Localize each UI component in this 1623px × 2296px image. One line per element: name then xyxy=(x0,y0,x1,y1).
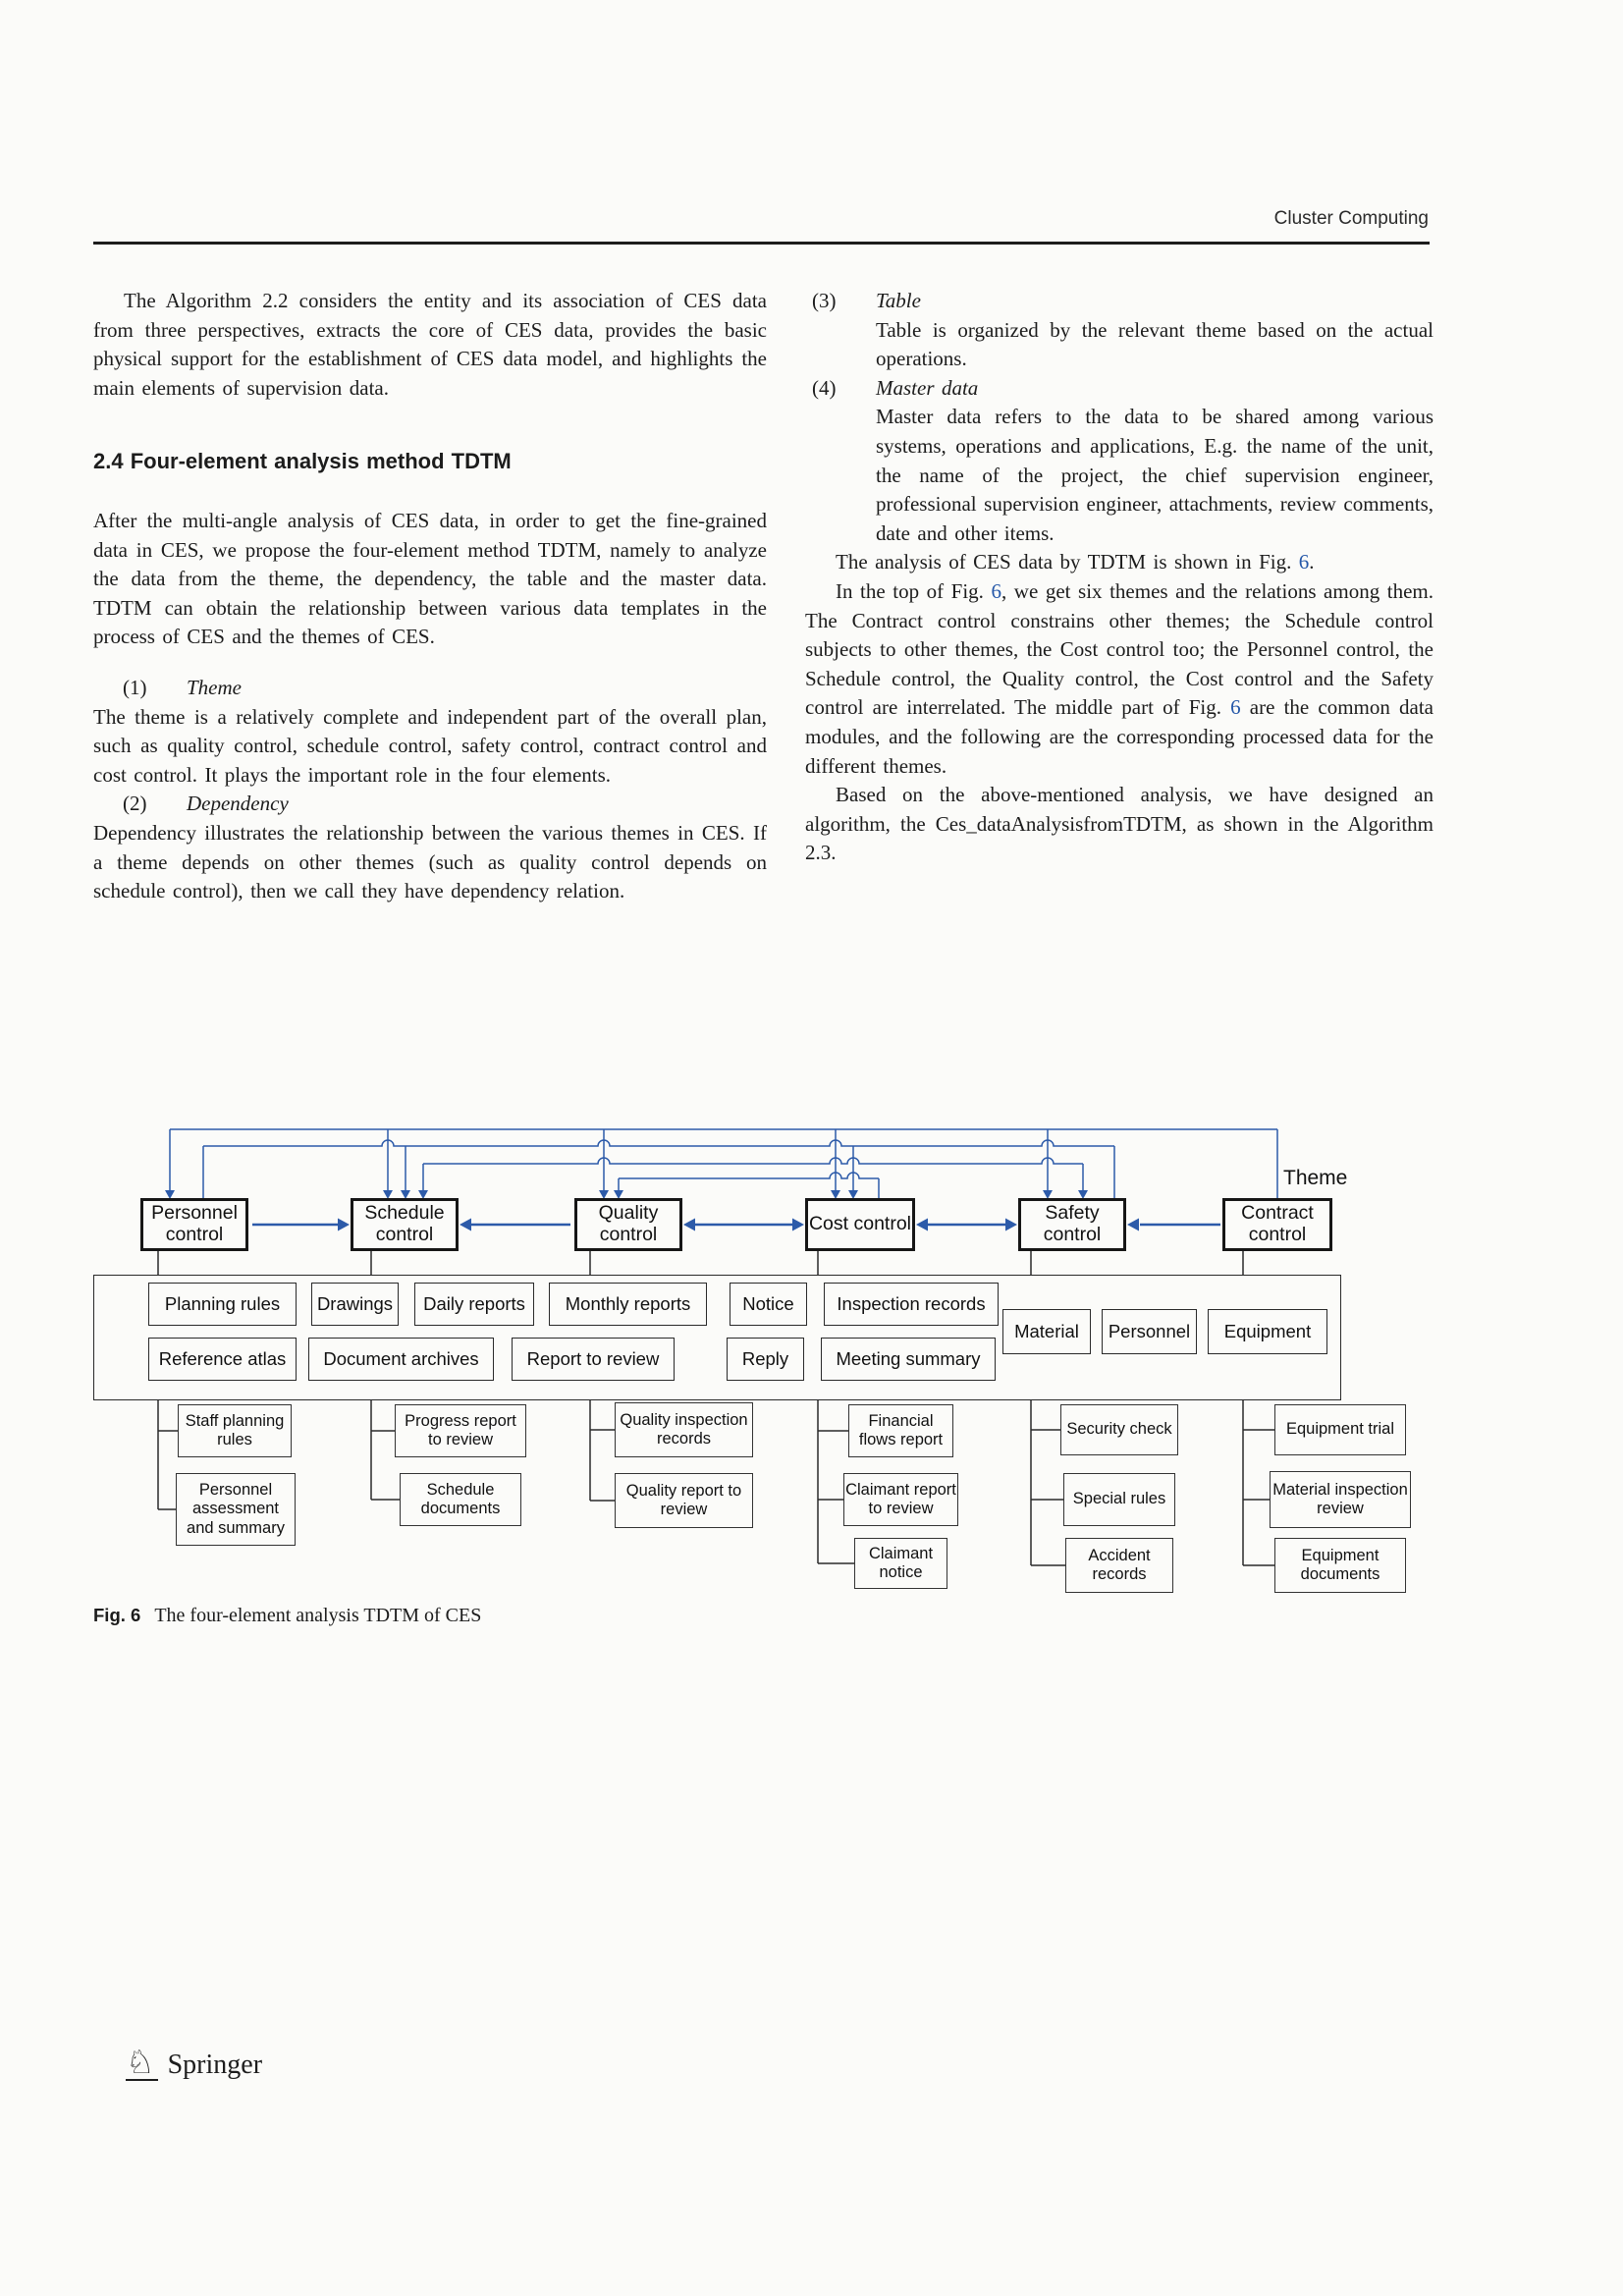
springer-knight-icon: ♘ xyxy=(126,2049,158,2081)
list-item xyxy=(805,287,1434,316)
list-item xyxy=(93,674,767,703)
leaf-box-staff-planning-rules: Staff planning rules xyxy=(178,1404,292,1457)
theme-box-personnel-control: Personnel control xyxy=(140,1198,248,1251)
publisher-name: Springer xyxy=(167,2050,263,2080)
module-box-daily-reports: Daily reports xyxy=(414,1283,534,1326)
module-box-equipment: Equipment xyxy=(1208,1309,1327,1354)
figure-caption-text: The four-element analysis TDTM of CES xyxy=(154,1605,482,1626)
leaf-box-quality-inspection-records: Quality inspection records xyxy=(615,1402,753,1457)
leaf-box-accident-records: Accident records xyxy=(1065,1538,1173,1593)
leaf-box-security-check: Security check xyxy=(1060,1404,1178,1455)
left-column xyxy=(93,287,767,906)
list-item-term: Table xyxy=(876,289,921,312)
paragraph: The Algorithm 2.2 considers the entity and its association of CES data from three perspectives, extracts the core of CES data, provides the basic physical support for the establishment of CES data model, and highlights the main elements of supervision data. xyxy=(93,289,767,400)
list-item-term: Theme xyxy=(187,675,242,699)
list-item-number: (4) xyxy=(812,375,837,400)
module-box-material: Material xyxy=(1002,1309,1091,1354)
leaf-box-financial-flows-report: Financial flows report xyxy=(848,1404,953,1457)
right-column xyxy=(805,287,1434,868)
list-item-description: Table is organized by the relevant theme based on the actual operations. xyxy=(876,317,1434,371)
list-item-description: Master data refers to the data to be shared among various systems, operations and applications, E.g. the name of the unit, the name of the project, the chief supervision engineer, professional supervision engineer, attachments, review comments, date and other items. xyxy=(876,405,1434,545)
module-box-drawings: Drawings xyxy=(311,1283,399,1326)
list-item-term: Dependency xyxy=(187,792,289,816)
paragraph: Based on the above-mentioned analysis, we have designed an algorithm, the Ces_dataAnalysisfromTDTM, as shown in the Algorithm 2.3. xyxy=(805,783,1434,865)
module-box-monthly-reports: Monthly reports xyxy=(549,1283,707,1326)
theme-box-safety-control: Safety control xyxy=(1018,1198,1126,1251)
section-heading: 2.4 Four-element analysis method TDTM xyxy=(93,449,512,474)
module-box-report-to-review: Report to review xyxy=(512,1338,675,1381)
list-item-description: Dependency illustrates the relationship between the various themes in CES. If a theme depends on other themes (such as quality control depends on schedule control), then we call they have dependency relation. xyxy=(93,820,767,903)
module-box-reference-atlas: Reference atlas xyxy=(148,1338,297,1381)
leaf-box-personnel-assessment: Personnel assessment and summary xyxy=(176,1473,296,1546)
module-box-notice: Notice xyxy=(730,1283,807,1326)
list-item xyxy=(93,790,767,819)
theme-label: Theme xyxy=(1283,1167,1348,1189)
numbered-list xyxy=(93,674,767,906)
figure-caption xyxy=(93,1605,481,1627)
leaf-box-quality-report-to-review: Quality report to review xyxy=(615,1473,753,1528)
list-item-number: (2) xyxy=(123,792,147,816)
figure-reference: 6 xyxy=(1230,695,1241,720)
module-box-document-archives: Document archives xyxy=(308,1338,494,1381)
list-item-number: (1) xyxy=(123,675,147,699)
theme-box-schedule-control: Schedule control xyxy=(351,1198,459,1251)
list-item-number: (3) xyxy=(812,289,837,312)
publisher-footer xyxy=(126,2046,263,2081)
figure-caption-label: Fig. 6 xyxy=(93,1605,141,1625)
list-item xyxy=(805,374,1434,404)
module-box-inspection-records: Inspection records xyxy=(824,1283,999,1326)
theme-box-contract-control: Contract control xyxy=(1222,1198,1332,1251)
header-rule xyxy=(93,242,1430,245)
figure-reference: 6 xyxy=(991,578,1001,603)
theme-box-cost-control: Cost control xyxy=(805,1198,915,1251)
module-box-personnel: Personnel xyxy=(1102,1309,1197,1354)
theme-box-quality-control: Quality control xyxy=(574,1198,682,1251)
figure-6-diagram xyxy=(93,1120,1438,1603)
paragraph: In the top of Fig. 6, we get six themes and the relations among them. The Contract control constrains other themes; the Schedule control subjects to other themes, the Cost control too; the Personnel control, the Schedule control, the Quality control, the Cost control and the Safety control are interrelated. The middle part of Fig. 6 are the common data modules, and the following are the corresponding processed data for the different themes. xyxy=(805,578,1434,778)
module-box-planning-rules: Planning rules xyxy=(148,1283,297,1326)
paragraph: The analysis of CES data by TDTM is shown in Fig. 6. xyxy=(836,550,1315,574)
leaf-box-material-inspection-review: Material inspection review xyxy=(1270,1471,1411,1528)
figure-reference: 6 xyxy=(1298,550,1310,574)
paragraph: After the multi-angle analysis of CES data, in order to get the fine-grained data in CES, we propose the four-element method TDTM, namely to analyze the data from the theme, the dependency, the table and the master data. TDTM can obtain the relationship between various data templates in the process of CES and the themes of CES. xyxy=(93,508,767,649)
list-item-term: Master data xyxy=(876,375,979,400)
leaf-box-equipment-trial: Equipment trial xyxy=(1274,1404,1406,1455)
leaf-box-progress-report-to-review: Progress report to review xyxy=(395,1404,526,1457)
leaf-box-special-rules: Special rules xyxy=(1063,1473,1175,1526)
list-item-description: The theme is a relatively complete and independent part of the overall plan, such as quality control, schedule control, safety control, contract control and cost control. It plays the important role in the four elements. xyxy=(93,704,767,787)
module-box-meeting-summary: Meeting summary xyxy=(821,1338,996,1381)
leaf-box-equipment-documents: Equipment documents xyxy=(1274,1538,1406,1593)
leaf-box-claimant-notice: Claimant notice xyxy=(854,1538,947,1589)
module-box-reply: Reply xyxy=(727,1338,804,1381)
leaf-box-claimant-report-to-review: Claimant report to review xyxy=(843,1473,958,1526)
journal-header: Cluster Computing xyxy=(1273,208,1429,229)
leaf-box-schedule-documents: Schedule documents xyxy=(400,1473,521,1526)
